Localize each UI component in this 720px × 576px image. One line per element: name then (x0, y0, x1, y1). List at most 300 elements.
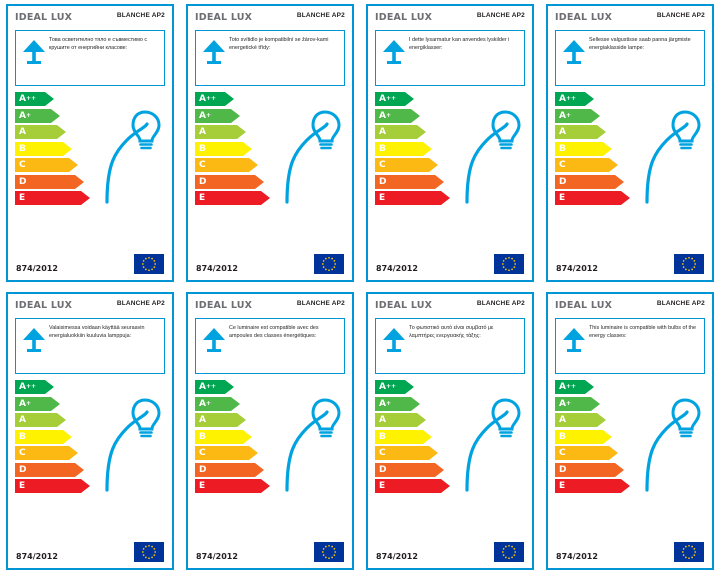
energy-class-bar (195, 175, 287, 189)
energy-label-card (366, 292, 534, 570)
energy-class-bar (375, 413, 467, 427)
energy-class-bar (555, 92, 647, 106)
energy-class-arrow (81, 191, 90, 205)
energy-class-arrow (45, 380, 54, 394)
description-text: Това осветително тяло е съвместимо с крушите от енергийни класове: (49, 37, 148, 52)
energy-class-bar (555, 142, 647, 156)
energy-label-cell (540, 0, 720, 288)
bulb-illustration-svg (461, 386, 527, 498)
energy-class-bar (375, 463, 467, 477)
energy-class-bar (15, 413, 107, 427)
energy-class-label: B (379, 143, 386, 154)
energy-class-arrow (75, 175, 84, 189)
energy-class-arrow (621, 191, 630, 205)
energy-class-bar-body (555, 479, 621, 493)
description-box (555, 318, 705, 374)
card-footer (548, 250, 712, 280)
energy-class-label: B (199, 143, 206, 154)
energy-class-label: A (379, 94, 386, 104)
bulb-icon (461, 386, 527, 496)
energy-classes-area (15, 92, 165, 224)
description-box (15, 30, 165, 86)
energy-class-arrow (597, 413, 606, 427)
energy-class-arrow (69, 158, 78, 172)
brand-logo: IDEAL LUX (375, 300, 433, 311)
energy-class-arrow (429, 158, 438, 172)
description-box (15, 318, 165, 374)
energy-class-label: A (559, 382, 566, 392)
energy-class-bar-body (15, 175, 75, 189)
energy-label-card (546, 292, 714, 570)
energy-class-bar (15, 479, 107, 493)
energy-class-label: A (19, 127, 26, 137)
energy-class-arrow (591, 397, 600, 411)
energy-class-bar (375, 446, 467, 460)
energy-class-bar-body (15, 413, 57, 427)
energy-class-label: A (559, 110, 566, 121)
energy-class-bar-body (555, 125, 597, 139)
energy-class-bar-body: A ++ (195, 380, 225, 394)
energy-class-bar-body (15, 430, 63, 444)
energy-class-bar (555, 397, 647, 411)
lamp-icon-svg (561, 37, 587, 67)
brand-logo: IDEAL LUX (15, 300, 73, 311)
energy-class-bar-body (555, 446, 609, 460)
lamp-icon-svg (21, 325, 47, 355)
energy-class-bar-body: A + (375, 397, 411, 411)
energy-classes-area (195, 92, 345, 224)
card-header (548, 294, 712, 318)
brand-logo: IDEAL LUX (15, 12, 73, 23)
energy-class-label: B (19, 431, 26, 442)
eu-flag-icon (494, 542, 524, 562)
product-model: BLANCHE AP2 (656, 300, 705, 307)
energy-class-arrow (441, 479, 450, 493)
energy-class-bar (195, 413, 287, 427)
energy-class-label: A (559, 398, 566, 409)
energy-class-arrow (423, 430, 432, 444)
energy-class-bar-body (555, 175, 615, 189)
eu-flag-icon (134, 254, 164, 274)
lamp-icon-svg (21, 37, 47, 67)
energy-classes-area (195, 380, 345, 512)
energy-class-bar (15, 109, 107, 123)
energy-class-arrow (597, 125, 606, 139)
energy-class-arrow (249, 158, 258, 172)
energy-class-label: A (199, 398, 206, 409)
energy-label-cell (0, 288, 180, 576)
energy-class-bar-body (15, 463, 75, 477)
brand-logo: IDEAL LUX (555, 300, 613, 311)
description-box (195, 318, 345, 374)
bulb-illustration-svg (281, 386, 347, 498)
energy-class-arrow (237, 125, 246, 139)
energy-class-label: C (19, 448, 26, 458)
brand-logo: IDEAL LUX (555, 12, 613, 23)
energy-class-bar (555, 463, 647, 477)
energy-class-arrow (417, 413, 426, 427)
energy-class-arrow (81, 479, 90, 493)
energy-class-arrow (405, 92, 414, 106)
bulb-illustration-svg (101, 386, 167, 498)
energy-class-bar (195, 463, 287, 477)
energy-class-bar-body: A + (375, 109, 411, 123)
energy-class-bar (15, 92, 107, 106)
lamp-icon (19, 34, 49, 67)
energy-class-bar-body (195, 142, 243, 156)
bulb-icon (101, 98, 167, 208)
regulation-number: 874/2012 (196, 264, 238, 273)
energy-class-arrow (423, 142, 432, 156)
energy-class-bar-body (555, 191, 621, 205)
energy-class-label: D (559, 176, 567, 187)
energy-class-bar-body (195, 175, 255, 189)
energy-class-bar (375, 191, 467, 205)
energy-class-scale (15, 380, 107, 496)
product-model: BLANCHE AP2 (476, 300, 525, 307)
energy-class-label: A (19, 382, 26, 392)
energy-class-bar-body (375, 175, 435, 189)
energy-classes-area (555, 380, 705, 512)
energy-class-arrow (51, 397, 60, 411)
lamp-icon (199, 34, 229, 67)
energy-class-bar (375, 380, 467, 394)
energy-class-bar-body (375, 158, 429, 172)
energy-class-label: D (379, 176, 387, 187)
regulation-number: 874/2012 (16, 264, 58, 273)
energy-class-bar (15, 158, 107, 172)
energy-class-arrow (69, 446, 78, 460)
bulb-icon (461, 98, 527, 208)
energy-class-arrow (231, 109, 240, 123)
energy-class-label: A (19, 110, 26, 121)
energy-class-bar-body: A ++ (15, 380, 45, 394)
energy-class-scale (375, 380, 467, 496)
energy-label-cell (180, 288, 360, 576)
product-model: BLANCHE AP2 (116, 300, 165, 307)
energy-class-bar-body (375, 191, 441, 205)
product-model: BLANCHE AP2 (296, 300, 345, 307)
product-model: BLANCHE AP2 (296, 12, 345, 19)
energy-class-arrow (225, 380, 234, 394)
description-box (375, 318, 525, 374)
energy-class-bar (375, 175, 467, 189)
energy-class-label: D (379, 464, 387, 475)
brand-logo: IDEAL LUX (195, 300, 253, 311)
energy-class-label: A (19, 398, 26, 409)
energy-class-bar (555, 380, 647, 394)
energy-class-bar-body (15, 158, 69, 172)
energy-class-bar (375, 479, 467, 493)
eu-flag-icon (314, 254, 344, 274)
energy-class-arrow (255, 175, 264, 189)
card-footer (8, 250, 172, 280)
energy-class-arrow (411, 109, 420, 123)
energy-label-card (186, 4, 354, 282)
energy-class-bar-body (15, 125, 57, 139)
lamp-icon (559, 34, 589, 67)
energy-class-arrow (585, 92, 594, 106)
regulation-number: 874/2012 (556, 264, 598, 273)
energy-class-bar (555, 446, 647, 460)
energy-class-bar-body: A ++ (15, 92, 45, 106)
energy-class-bar (375, 397, 467, 411)
energy-class-arrow (225, 92, 234, 106)
energy-class-scale (555, 380, 647, 496)
energy-class-scale (195, 380, 287, 496)
energy-class-bar (15, 175, 107, 189)
eu-flag-icon (314, 542, 344, 562)
card-footer (8, 538, 172, 568)
energy-class-arrow (243, 430, 252, 444)
brand-logo: IDEAL LUX (195, 12, 253, 23)
lamp-icon (379, 322, 409, 355)
energy-class-bar-body (15, 446, 69, 460)
energy-class-bar-body (375, 430, 423, 444)
energy-class-bar (195, 446, 287, 460)
regulation-number: 874/2012 (16, 552, 58, 561)
energy-class-label: D (559, 464, 567, 475)
energy-class-label: A (199, 382, 206, 392)
energy-class-bar (15, 430, 107, 444)
energy-class-label: C (199, 448, 206, 458)
energy-class-bar (555, 158, 647, 172)
card-footer (188, 538, 352, 568)
energy-class-bar-body (195, 158, 249, 172)
bulb-icon (281, 98, 347, 208)
energy-class-bar-body: A + (15, 397, 51, 411)
energy-class-label: D (199, 176, 207, 187)
energy-class-arrow (429, 446, 438, 460)
energy-class-label: D (19, 176, 27, 187)
energy-class-label: A (199, 94, 206, 104)
energy-class-bar (375, 430, 467, 444)
energy-class-bar-body (375, 142, 423, 156)
energy-class-label: B (199, 431, 206, 442)
brand-logo: IDEAL LUX (375, 12, 433, 23)
energy-class-label: E (19, 193, 26, 203)
energy-class-bar-body (195, 430, 243, 444)
energy-class-arrow (261, 191, 270, 205)
energy-class-bar-body (15, 191, 81, 205)
energy-class-bar (375, 158, 467, 172)
energy-class-scale (555, 92, 647, 208)
energy-class-bar-body: A + (555, 397, 591, 411)
energy-class-label: E (559, 193, 566, 203)
regulation-number: 874/2012 (196, 552, 238, 561)
energy-class-bar (15, 446, 107, 460)
product-model: BLANCHE AP2 (476, 12, 525, 19)
energy-class-bar (195, 109, 287, 123)
card-header (188, 6, 352, 30)
energy-class-label: E (379, 193, 386, 203)
energy-class-bar (195, 479, 287, 493)
product-model: BLANCHE AP2 (656, 12, 705, 19)
energy-class-label: D (19, 464, 27, 475)
energy-class-bar-body (375, 125, 417, 139)
energy-class-scale (375, 92, 467, 208)
energy-class-arrow (231, 397, 240, 411)
energy-class-arrow (621, 479, 630, 493)
energy-class-arrow (615, 463, 624, 477)
energy-class-bar-body: A ++ (555, 92, 585, 106)
energy-class-bar-body: A + (555, 109, 591, 123)
energy-class-label: B (559, 143, 566, 154)
energy-class-bar (195, 430, 287, 444)
energy-class-arrow (603, 142, 612, 156)
energy-classes-area (555, 92, 705, 224)
energy-class-bar (195, 397, 287, 411)
description-text: Το φωτιστικό αυτό είναι συμβατό με λαμπτήρες ενεργειακής τάξης: (409, 325, 494, 340)
energy-class-bar (375, 109, 467, 123)
energy-class-arrow (585, 380, 594, 394)
energy-class-bar-body: A ++ (375, 380, 405, 394)
energy-label-cell (540, 288, 720, 576)
lamp-icon-svg (201, 37, 227, 67)
energy-class-bar-body (555, 413, 597, 427)
energy-class-label: E (19, 481, 26, 491)
energy-class-arrow (63, 142, 72, 156)
energy-class-arrow (237, 413, 246, 427)
lamp-icon-svg (201, 325, 227, 355)
energy-class-bar (195, 158, 287, 172)
energy-class-bar-body (195, 413, 237, 427)
energy-class-bar (195, 125, 287, 139)
energy-class-arrow (609, 158, 618, 172)
energy-class-arrow (255, 463, 264, 477)
energy-class-bar-body (375, 413, 417, 427)
description-box (375, 30, 525, 86)
bulb-illustration-svg (461, 98, 527, 210)
energy-class-arrow (435, 175, 444, 189)
eu-flag-icon (674, 254, 704, 274)
energy-class-label: A (559, 415, 566, 425)
energy-class-label: A (559, 94, 566, 104)
energy-class-arrow (603, 430, 612, 444)
lamp-icon (199, 322, 229, 355)
energy-class-bar (375, 125, 467, 139)
card-header (368, 294, 532, 318)
energy-class-label: E (379, 481, 386, 491)
energy-label-cell (0, 0, 180, 288)
card-footer (368, 538, 532, 568)
energy-class-arrow (405, 380, 414, 394)
energy-class-arrow (57, 125, 66, 139)
energy-class-label: C (559, 160, 566, 170)
energy-class-arrow (591, 109, 600, 123)
energy-class-bar-body (375, 463, 435, 477)
card-header (368, 6, 532, 30)
energy-class-label: A (199, 110, 206, 121)
energy-class-bar-body (15, 479, 81, 493)
energy-class-bar-body (195, 125, 237, 139)
lamp-icon (559, 322, 589, 355)
energy-class-bar-body (195, 479, 261, 493)
energy-class-label: A (379, 398, 386, 409)
energy-class-bar (195, 191, 287, 205)
energy-class-arrow (45, 92, 54, 106)
bulb-icon (281, 386, 347, 496)
energy-class-label: E (199, 481, 206, 491)
card-header (8, 294, 172, 318)
description-text: I dette lysarmatur kan anvendes lyskilder i energiklasser: (409, 37, 510, 52)
product-model: BLANCHE AP2 (116, 12, 165, 19)
energy-class-bar-body: A ++ (375, 92, 405, 106)
energy-class-bar (195, 92, 287, 106)
energy-class-bar-body (195, 191, 261, 205)
regulation-number: 874/2012 (556, 552, 598, 561)
energy-classes-area (375, 380, 525, 512)
energy-class-bar (15, 397, 107, 411)
regulation-number: 874/2012 (376, 552, 418, 561)
energy-class-bar (555, 191, 647, 205)
energy-class-bar-body (15, 142, 63, 156)
energy-class-bar (195, 142, 287, 156)
energy-label-card (366, 4, 534, 282)
energy-class-arrow (249, 446, 258, 460)
energy-class-bar-body (555, 158, 609, 172)
energy-class-bar-body: A + (195, 109, 231, 123)
energy-class-label: A (19, 94, 26, 104)
energy-class-bar (195, 380, 287, 394)
energy-classes-area (375, 92, 525, 224)
description-text: Valaisimessa voidaan käyttää seuraavin energialuokkiin kuuluvia lamppuja: (49, 325, 145, 340)
lamp-icon (19, 322, 49, 355)
card-header (188, 294, 352, 318)
eu-flag-icon (134, 542, 164, 562)
energy-class-bar (15, 125, 107, 139)
energy-class-label: A (379, 415, 386, 425)
energy-class-bar-body: A ++ (195, 92, 225, 106)
energy-class-label: C (19, 160, 26, 170)
energy-class-bar (375, 92, 467, 106)
energy-class-label: E (559, 481, 566, 491)
energy-class-arrow (261, 479, 270, 493)
energy-class-bar (555, 175, 647, 189)
bulb-illustration-svg (641, 98, 707, 210)
energy-class-label: A (379, 110, 386, 121)
energy-class-bar-body: A + (15, 109, 51, 123)
eu-flag-icon (674, 542, 704, 562)
energy-class-label: E (199, 193, 206, 203)
energy-class-label: B (379, 431, 386, 442)
energy-class-label: C (559, 448, 566, 458)
energy-class-arrow (615, 175, 624, 189)
energy-class-bar-body (555, 430, 603, 444)
energy-label-card (546, 4, 714, 282)
energy-class-arrow (243, 142, 252, 156)
energy-class-bar-body: A + (195, 397, 231, 411)
energy-label-card (6, 292, 174, 570)
energy-class-arrow (609, 446, 618, 460)
card-footer (188, 250, 352, 280)
card-footer (368, 250, 532, 280)
description-text: Toto svítidlo je kompatibilní se žárov-kami energetické třídy: (229, 37, 329, 52)
energy-class-bar (555, 479, 647, 493)
bulb-icon (641, 386, 707, 496)
bulb-illustration-svg (281, 98, 347, 210)
description-box (555, 30, 705, 86)
description-box (195, 30, 345, 86)
energy-class-bar-body (195, 446, 249, 460)
energy-class-label: D (199, 464, 207, 475)
lamp-icon-svg (381, 325, 407, 355)
energy-classes-area (15, 380, 165, 512)
eu-flag-icon (494, 254, 524, 274)
energy-class-arrow (441, 191, 450, 205)
energy-class-bar-body (195, 463, 255, 477)
bulb-icon (641, 98, 707, 208)
